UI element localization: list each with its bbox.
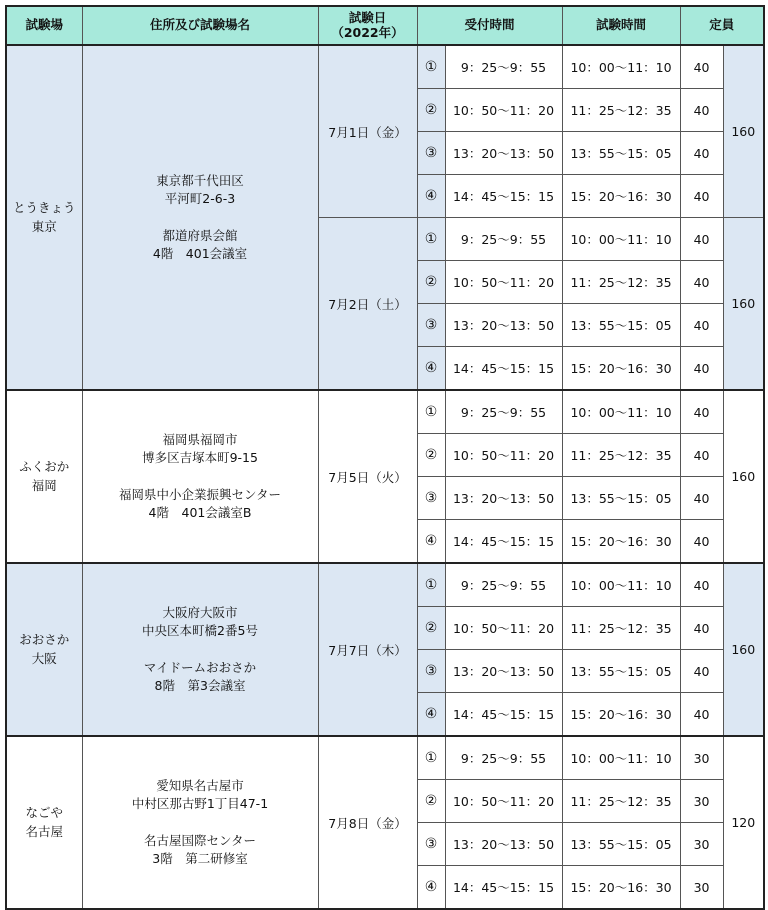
reception-time: 14：45〜15：15 — [445, 693, 562, 737]
slot-capacity: 30 — [680, 866, 723, 910]
address-cell — [82, 736, 318, 909]
slot-number: ③ — [417, 823, 445, 866]
reception-time: 14：45〜15：15 — [445, 520, 562, 564]
address-line-1: 福岡県福岡市 — [162, 432, 238, 448]
header-date-year: （2022年） — [331, 24, 404, 40]
slot-capacity: 40 — [680, 45, 723, 89]
exam-time: 15：20〜16：30 — [562, 866, 680, 910]
reception-time: 10：50〜11：20 — [445, 261, 562, 304]
slot-capacity: 40 — [680, 693, 723, 737]
header-address: 住所及び試験場名 — [82, 6, 318, 45]
address-gap — [83, 209, 318, 227]
hall-name: マイドームおおさか — [143, 659, 257, 675]
slot-capacity: 40 — [680, 520, 723, 564]
exam-time: 11：25〜12：35 — [562, 434, 680, 477]
reception-time: 13：20〜13：50 — [445, 823, 562, 866]
header-reception: 受付時間 — [417, 6, 562, 45]
slot-capacity: 40 — [680, 175, 723, 218]
slot-number: ④ — [417, 347, 445, 391]
schedule-body — [6, 45, 764, 909]
slot-capacity: 40 — [680, 89, 723, 132]
day-total-capacity: 160 — [723, 218, 764, 391]
address-line-2: 平河町2-6-3 — [164, 191, 236, 207]
table-row — [6, 736, 764, 780]
exam-time: 11：25〜12：35 — [562, 607, 680, 650]
slot-capacity: 40 — [680, 650, 723, 693]
exam-time: 13：55〜15：05 — [562, 650, 680, 693]
slot-number: ① — [417, 45, 445, 89]
slot-number: ② — [417, 434, 445, 477]
slot-number: ③ — [417, 132, 445, 175]
exam-time: 15：20〜16：30 — [562, 347, 680, 391]
address-line-2: 中央区本町橋2番5号 — [142, 623, 258, 639]
venue-name: 福岡 — [31, 477, 57, 493]
address-cell — [82, 563, 318, 736]
header-date — [318, 6, 417, 45]
exam-time: 13：55〜15：05 — [562, 823, 680, 866]
exam-time: 13：55〜15：05 — [562, 477, 680, 520]
address-line-2: 博多区吉塚本町9-15 — [142, 450, 258, 466]
header-row — [6, 6, 764, 45]
slot-number: ③ — [417, 477, 445, 520]
header-capacity: 定員 — [680, 6, 764, 45]
exam-time: 10：00〜11：10 — [562, 563, 680, 607]
hall-room: 4階 401会議室 — [152, 245, 248, 261]
address-line-1: 東京都千代田区 — [156, 173, 244, 189]
slot-number: ③ — [417, 304, 445, 347]
address-line-1: 愛知県名古屋市 — [156, 778, 244, 794]
slot-capacity: 30 — [680, 823, 723, 866]
slot-number: ① — [417, 736, 445, 780]
address-line-1: 大阪府大阪市 — [162, 605, 238, 621]
table-row — [6, 45, 764, 89]
day-total-capacity: 120 — [723, 736, 764, 909]
exam-time: 11：25〜12：35 — [562, 261, 680, 304]
venue-name: 大阪 — [31, 650, 57, 666]
slot-number: ④ — [417, 866, 445, 910]
slot-number: ④ — [417, 693, 445, 737]
venue-cell — [6, 390, 82, 563]
slot-capacity: 40 — [680, 477, 723, 520]
slot-capacity: 40 — [680, 218, 723, 261]
hall-name: 福岡県中小企業振興センター — [118, 486, 281, 502]
header-venue: 試験場 — [6, 6, 82, 45]
exam-time: 11：25〜12：35 — [562, 89, 680, 132]
reception-time: 13：20〜13：50 — [445, 650, 562, 693]
venue-kana: おおさか — [19, 632, 70, 648]
slot-number: ④ — [417, 175, 445, 218]
reception-time: 9：25〜9：55 — [445, 390, 562, 434]
hall-room: 4階 401会議室B — [148, 504, 252, 520]
address-cell — [82, 390, 318, 563]
slot-number: ① — [417, 563, 445, 607]
reception-time: 14：45〜15：15 — [445, 347, 562, 391]
date-cell: 7月8日（金） — [318, 736, 417, 909]
reception-time: 10：50〜11：20 — [445, 607, 562, 650]
exam-time: 10：00〜11：10 — [562, 390, 680, 434]
slot-capacity: 40 — [680, 304, 723, 347]
reception-time: 13：20〜13：50 — [445, 132, 562, 175]
reception-time: 10：50〜11：20 — [445, 434, 562, 477]
slot-capacity: 30 — [680, 780, 723, 823]
venue-name: 東京 — [31, 218, 57, 234]
address-line-2: 中村区那古野1丁目47-1 — [131, 796, 269, 812]
date-cell: 7月1日（金） — [318, 45, 417, 218]
reception-time: 10：50〜11：20 — [445, 780, 562, 823]
address-cell — [82, 45, 318, 390]
address-gap — [83, 814, 318, 832]
header-date-label: 試験日 — [348, 10, 387, 26]
reception-time: 9：25〜9：55 — [445, 45, 562, 89]
reception-time: 9：25〜9：55 — [445, 563, 562, 607]
slot-number: ② — [417, 607, 445, 650]
slot-capacity: 40 — [680, 261, 723, 304]
reception-time: 13：20〜13：50 — [445, 477, 562, 520]
slot-capacity: 30 — [680, 736, 723, 780]
reception-time: 14：45〜15：15 — [445, 866, 562, 910]
slot-capacity: 40 — [680, 347, 723, 391]
slot-number: ① — [417, 218, 445, 261]
slot-number: ② — [417, 89, 445, 132]
exam-schedule-table — [5, 5, 765, 910]
venue-cell — [6, 736, 82, 909]
slot-capacity: 40 — [680, 390, 723, 434]
date-cell: 7月5日（火） — [318, 390, 417, 563]
exam-time: 15：20〜16：30 — [562, 520, 680, 564]
venue-name: 名古屋 — [25, 823, 63, 839]
table-row — [6, 563, 764, 607]
address-gap — [83, 468, 318, 486]
table-row — [6, 390, 764, 434]
exam-time: 10：00〜11：10 — [562, 218, 680, 261]
slot-number: ② — [417, 261, 445, 304]
day-total-capacity: 160 — [723, 390, 764, 563]
slot-capacity: 40 — [680, 132, 723, 175]
slot-number: ① — [417, 390, 445, 434]
date-cell: 7月7日（木） — [318, 563, 417, 736]
reception-time: 10：50〜11：20 — [445, 89, 562, 132]
day-total-capacity: 160 — [723, 45, 764, 218]
exam-time: 15：20〜16：30 — [562, 693, 680, 737]
day-total-capacity: 160 — [723, 563, 764, 736]
exam-time: 13：55〜15：05 — [562, 132, 680, 175]
reception-time: 9：25〜9：55 — [445, 736, 562, 780]
reception-time: 14：45〜15：15 — [445, 175, 562, 218]
reception-time: 13：20〜13：50 — [445, 304, 562, 347]
slot-number: ④ — [417, 520, 445, 564]
hall-name: 都道府県会館 — [162, 227, 238, 243]
date-cell: 7月2日（土） — [318, 218, 417, 391]
venue-kana: とうきょう — [12, 200, 76, 216]
venue-kana: ふくおか — [19, 459, 70, 475]
slot-number: ③ — [417, 650, 445, 693]
slot-capacity: 40 — [680, 434, 723, 477]
exam-time: 15：20〜16：30 — [562, 175, 680, 218]
slot-number: ② — [417, 780, 445, 823]
exam-time: 13：55〜15：05 — [562, 304, 680, 347]
reception-time: 9：25〜9：55 — [445, 218, 562, 261]
hall-name: 名古屋国際センター — [143, 832, 256, 848]
venue-cell — [6, 563, 82, 736]
slot-capacity: 40 — [680, 563, 723, 607]
hall-room: 8階 第3会議室 — [154, 677, 246, 693]
exam-time: 10：00〜11：10 — [562, 45, 680, 89]
address-gap — [83, 641, 318, 659]
exam-time: 11：25〜12：35 — [562, 780, 680, 823]
venue-kana: なごや — [25, 805, 63, 821]
exam-time: 10：00〜11：10 — [562, 736, 680, 780]
hall-room: 3階 第二研修室 — [152, 850, 248, 866]
slot-capacity: 40 — [680, 607, 723, 650]
header-exam: 試験時間 — [562, 6, 680, 45]
venue-cell — [6, 45, 82, 390]
